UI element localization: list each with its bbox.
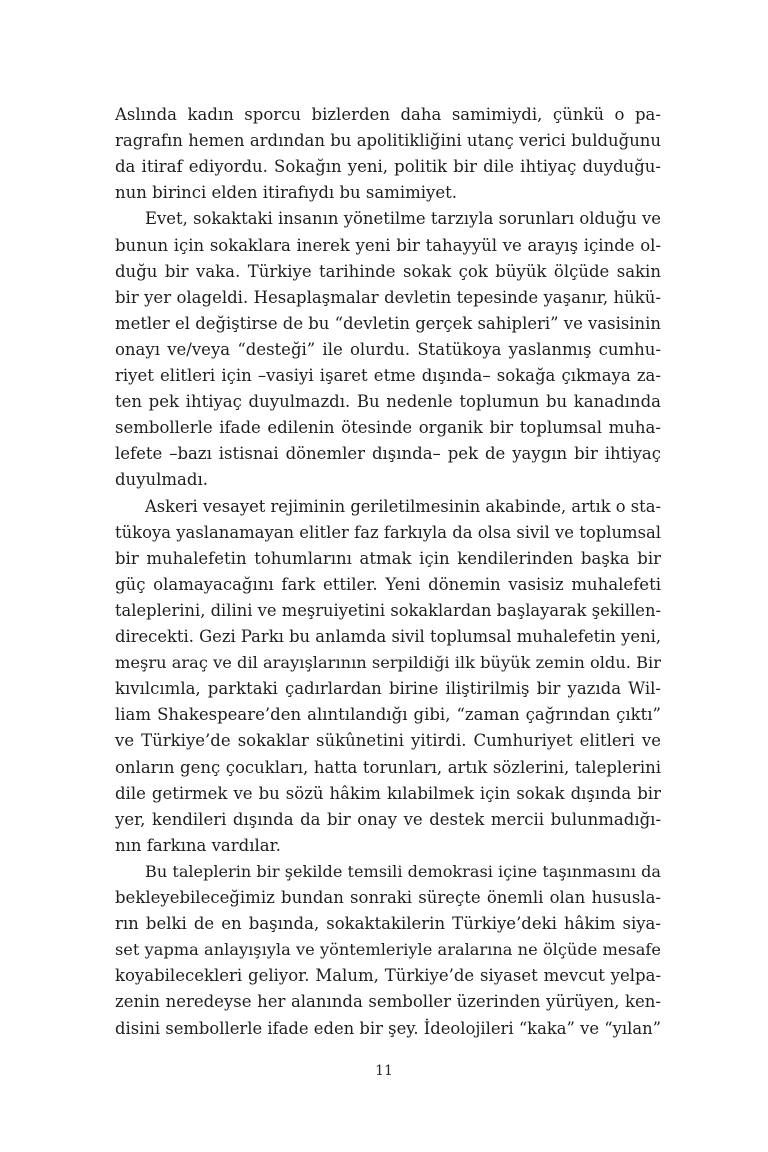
text-line: taleplerini, dilini ve meşruiyetini sokaklardan başlayarak şekillen- — [115, 600, 661, 620]
text-line: nın farkına vardılar. — [115, 835, 281, 855]
text-line: bir muhalefetin tohumlarını atmak için kendilerinden başka bir — [115, 548, 662, 568]
text-line: koyabilecekleri geliyor. Malum, Türkiye’de siyaset mevcut yelpa- — [115, 966, 662, 986]
text-line: tükoya yaslanamayan elitler faz farkıyla da olsa sivil ve toplumsal — [115, 522, 662, 542]
text-line: Bu taleplerin bir şekilde temsili demokrasi içine taşınmasını da — [145, 861, 662, 881]
text-line: nun birinci elden itirafıydı bu samimiyet. — [115, 183, 458, 203]
text-line: set yapma anlayışıyla ve yöntemleriyle aralarına ne ölçüde mesafe — [115, 940, 662, 960]
text-line: metler el değiştirse de bu “devletin gerçek sahipleri” ve vasisinin — [115, 313, 661, 333]
text-line: liam Shakespeare’den alıntılandığı gibi, “zaman çağrından çıktı” — [115, 705, 661, 725]
text-line: riyet elitleri için –vasiyi işaret etme dışında– sokağa çıkmaya za- — [115, 366, 661, 385]
text-line: bunun için sokaklara inerek yeni bir tahayyül ve arayış içinde ol- — [115, 235, 661, 255]
text-line: Evet, sokaktaki insanın yönetilme tarzıyla sorunları olduğu ve — [145, 209, 661, 229]
text-line: meşru araç ve dil arayışlarının serpildiği ilk büyük zemin oldu. Bir — [115, 653, 661, 673]
text-line: da itiraf ediyordu. Sokağın yeni, politik bir dile ihtiyaç duyduğu- — [115, 157, 662, 177]
text-line: dile getirmek ve bu sözü hâkim kılabilmek için sokak dışında bir — [115, 783, 661, 803]
text-line: onayı ve/veya “desteği” ile olurdu. Statükoya yaslanmış cumhu- — [115, 339, 661, 359]
text-line: ten pek ihtiyaç duyulmazdı. Bu nedenle toplumun bu kanadında — [115, 392, 661, 412]
text-line: onların genç çocukları, hatta torunları, artık sözlerini, taleplerini — [115, 757, 662, 777]
text-line: bir yer olageldi. Hesaplaşmalar devletin tepesinde yaşanır, hükü- — [115, 287, 662, 307]
text-line: ragrafın hemen ardından bu apolitikliğini utanç verici bulduğunu — [115, 131, 662, 151]
text-line: lefete –bazı istisnai dönemler dışında– pek de yaygın bir ihtiyaç — [115, 444, 661, 464]
text-line: bekleyebileceğimiz bundan sonraki süreçte önemli olan hususla- — [115, 888, 661, 907]
text-line: direcekti. Gezi Parkı bu anlamda sivil toplumsal muhalefetin yeni, — [115, 627, 662, 646]
text-line: disini sembollerle ifade eden bir şey. İdeolojileri “kaka” ve “yılan” — [115, 1018, 662, 1038]
text-line: rın belki de en başında, sokaktakilerin Türkiye’deki hâkim siya- — [115, 914, 661, 934]
text-line: yer, kendileri dışında da bir onay ve destek mercii bulunmadığı- — [115, 809, 662, 829]
text-line: ve Türkiye’de sokaklar sükûnetini yitirdi. Cumhuriyet elitleri ve — [115, 731, 661, 751]
text-line: güç olamayacağını fark ettiler. Yeni dönemin vasisiz muhalefeti — [115, 574, 661, 594]
page-number: 11 — [375, 1063, 393, 1079]
text-line: kıvılcımla, parktaki çadırlardan birine iliştirilmiş bir yazıda Wil- — [115, 679, 661, 699]
text-line: Askeri vesayet rejiminin geriletilmesinin akabinde, artık o sta- — [145, 496, 661, 516]
text-line: duyulmadı. — [115, 470, 208, 490]
text-line: duğu bir vaka. Türkiye tarihinde sokak çok büyük ölçüde sakin — [115, 261, 661, 281]
text-line: zenin neredeyse her alanında semboller üzerinden yürüyen, ken- — [115, 992, 661, 1012]
text-line: Aslında kadın sporcu bizlerden daha samimiydi, çünkü o pa- — [115, 105, 661, 124]
text-line: sembollerle ifade edilenin ötesinde organik bir toplumsal muha- — [115, 418, 661, 438]
